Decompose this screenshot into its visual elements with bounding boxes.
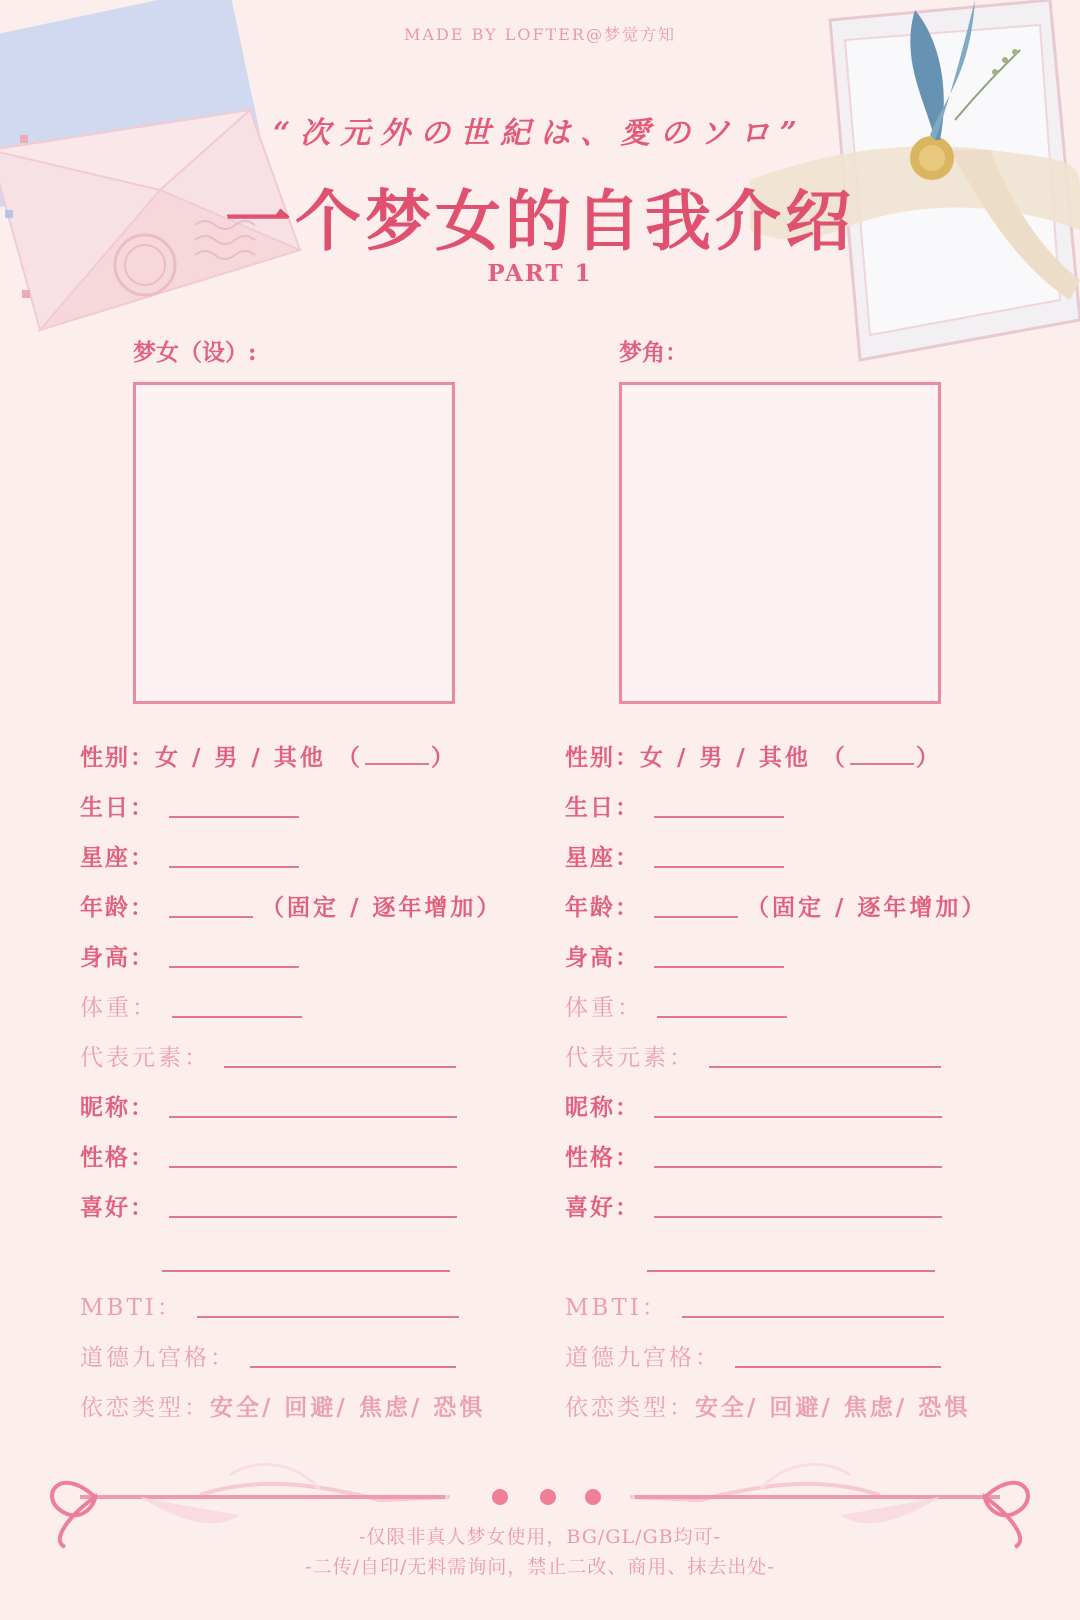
right-nickname-field[interactable]	[654, 1116, 942, 1118]
right-gender-options: 女 / 男 / 其他 （	[640, 743, 848, 771]
right-age-row	[565, 888, 987, 922]
right-gender-close: ）	[915, 743, 942, 771]
left-zodiac-label: 星座：	[80, 843, 155, 871]
quote-subtitle: “次元外の世紀は、愛のソロ”	[273, 116, 807, 151]
right-personality-row	[565, 1138, 942, 1172]
right-height-row	[565, 938, 784, 972]
dot-3	[585, 1489, 601, 1505]
right-attachment-label: 依恋类型：	[565, 1394, 695, 1421]
left-mbti-row	[80, 1288, 459, 1322]
left-hobby-label: 喜好：	[80, 1193, 155, 1221]
left-age-options: （固定 / 逐年增加）	[261, 893, 503, 921]
right-weight-field[interactable]	[657, 1016, 787, 1018]
right-element-label: 代表元素：	[565, 1044, 695, 1071]
left-heading: 梦女（设）:	[133, 339, 257, 366]
left-nickname-field[interactable]	[169, 1116, 457, 1118]
right-height-label: 身高：	[565, 943, 640, 971]
left-age-field[interactable]	[169, 916, 253, 918]
right-zodiac-row	[565, 838, 784, 872]
left-birthday-row	[80, 788, 299, 822]
left-attachment-options: 安全/ 回避/ 焦虑/ 恐惧	[210, 1393, 486, 1421]
right-mbti-label: MBTI：	[565, 1294, 668, 1321]
left-hobby-field-2[interactable]	[162, 1270, 450, 1272]
right-hobby-row	[565, 1188, 942, 1222]
left-weight-field[interactable]	[172, 1016, 302, 1018]
left-hobby-field[interactable]	[169, 1216, 457, 1218]
right-birthday-label: 生日：	[565, 793, 640, 821]
right-weight-row	[565, 988, 787, 1022]
left-personality-label: 性格：	[80, 1143, 155, 1171]
footer-rights-note: -二传/自印/无料需询问，禁止二改、商用、抹去出处-	[305, 1556, 775, 1578]
left-nickname-row	[80, 1088, 457, 1122]
left-gender-label: 性别：	[80, 743, 155, 771]
left-height-row	[80, 938, 299, 972]
left-height-label: 身高：	[80, 943, 155, 971]
right-moral-field[interactable]	[735, 1366, 941, 1368]
right-age-field[interactable]	[654, 916, 738, 918]
right-moral-row	[565, 1338, 941, 1372]
left-age-row	[80, 888, 502, 922]
right-mbti-field[interactable]	[682, 1316, 944, 1318]
right-personality-label: 性格：	[565, 1143, 640, 1171]
right-gender-other-blank[interactable]	[850, 745, 914, 765]
right-photo-box[interactable]	[619, 382, 941, 704]
left-attachment-label: 依恋类型：	[80, 1394, 210, 1421]
right-attachment-options: 安全/ 回避/ 焦虑/ 恐惧	[695, 1393, 971, 1421]
left-photo-box[interactable]	[133, 382, 455, 704]
left-age-label: 年龄：	[80, 893, 155, 921]
right-birthday-row	[565, 788, 784, 822]
right-hobby-row-2	[645, 1242, 935, 1276]
right-weight-label: 体重：	[565, 994, 643, 1021]
made-by-credit: MADE BY LOFTER@梦觉方知	[404, 25, 676, 44]
left-zodiac-row	[80, 838, 299, 872]
right-hobby-label: 喜好：	[565, 1193, 640, 1221]
left-moral-field[interactable]	[250, 1366, 456, 1368]
right-height-field[interactable]	[654, 966, 784, 968]
left-mbti-field[interactable]	[197, 1316, 459, 1318]
left-gender-close: ）	[430, 743, 457, 771]
part-label: PART 1	[487, 260, 593, 287]
left-moral-label: 道德九宫格：	[80, 1344, 236, 1371]
dot-1	[492, 1489, 508, 1505]
right-gender-label: 性别：	[565, 743, 640, 771]
right-mbti-row	[565, 1288, 944, 1322]
right-zodiac-field[interactable]	[654, 866, 784, 868]
left-personality-row	[80, 1138, 457, 1172]
left-mbti-label: MBTI：	[80, 1294, 183, 1321]
right-personality-field[interactable]	[654, 1166, 942, 1168]
left-weight-row	[80, 988, 302, 1022]
page-title: 一个梦女的自我介绍	[225, 182, 855, 260]
footer-usage-note: -仅限非真人梦女使用，BG/GL/GB均可-	[358, 1526, 722, 1548]
right-nickname-label: 昵称：	[565, 1093, 640, 1121]
right-gender-row	[565, 738, 942, 772]
left-birthday-label: 生日：	[80, 793, 155, 821]
left-personality-field[interactable]	[169, 1166, 457, 1168]
left-gender-options: 女 / 男 / 其他 （	[155, 743, 363, 771]
right-element-field[interactable]	[709, 1066, 941, 1068]
left-element-row	[80, 1038, 456, 1072]
right-zodiac-label: 星座：	[565, 843, 640, 871]
right-heading: 梦角：	[619, 339, 688, 366]
right-age-label: 年龄：	[565, 893, 640, 921]
dot-2	[540, 1489, 556, 1505]
left-attachment-row	[80, 1388, 485, 1422]
right-birthday-field[interactable]	[654, 816, 784, 818]
right-element-row	[565, 1038, 941, 1072]
left-hobby-row	[80, 1188, 457, 1222]
left-gender-other-blank[interactable]	[365, 745, 429, 765]
right-attachment-row	[565, 1388, 970, 1422]
right-hobby-field-2[interactable]	[647, 1270, 935, 1272]
left-element-field[interactable]	[224, 1066, 456, 1068]
left-moral-row	[80, 1338, 456, 1372]
left-hobby-row-2	[160, 1242, 450, 1276]
left-nickname-label: 昵称：	[80, 1093, 155, 1121]
left-element-label: 代表元素：	[80, 1044, 210, 1071]
left-height-field[interactable]	[169, 966, 299, 968]
left-gender-row	[80, 738, 457, 772]
right-age-options: （固定 / 逐年增加）	[746, 893, 988, 921]
right-nickname-row	[565, 1088, 942, 1122]
left-weight-label: 体重：	[80, 994, 158, 1021]
left-birthday-field[interactable]	[169, 816, 299, 818]
left-zodiac-field[interactable]	[169, 866, 299, 868]
right-moral-label: 道德九宫格：	[565, 1344, 721, 1371]
right-hobby-field[interactable]	[654, 1216, 942, 1218]
